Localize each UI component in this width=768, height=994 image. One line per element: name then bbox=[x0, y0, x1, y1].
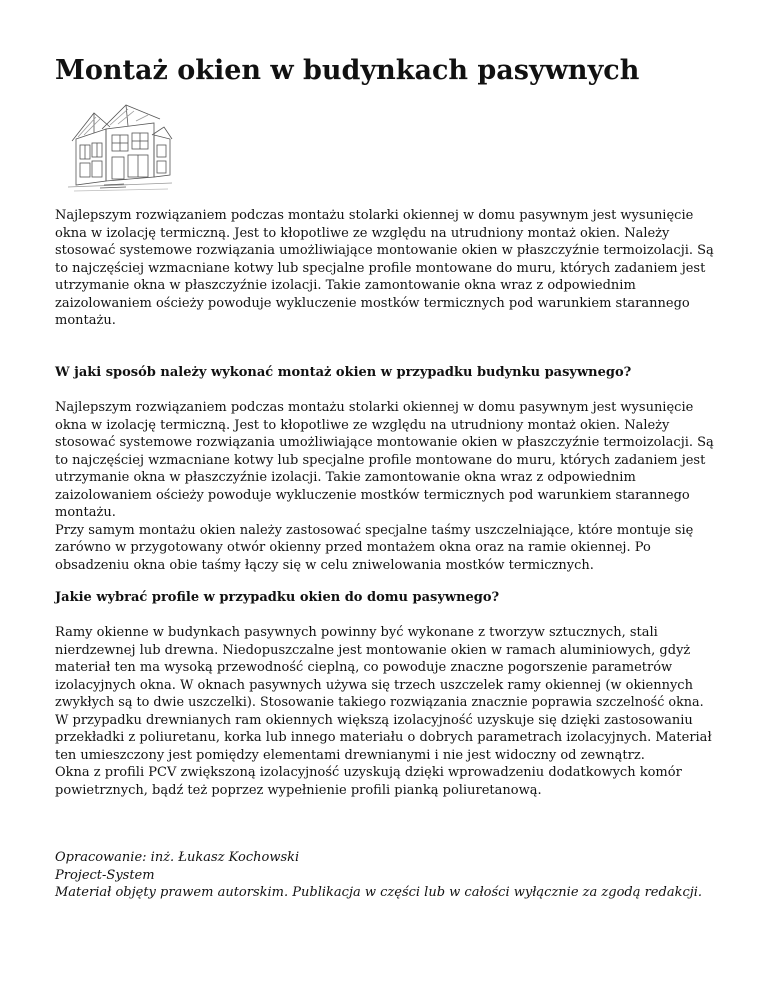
text-line: utrzymanie okna w płaszczyźnie izolacji. Takie zamontowanie okna wraz z odpowiednim bbox=[55, 470, 636, 485]
text-line: okna w izolację termiczną. Jest to kłopotliwe ze względu na utrudniony montaż okien. Należy bbox=[55, 417, 670, 433]
text-line: zarówno w przygotowany otwór okienny przed montażem okna oraz na ramie okiennej. Po bbox=[55, 540, 651, 555]
article-footer bbox=[55, 849, 702, 902]
text-line: Najlepszym rozwiązaniem podczas montażu stolarki okiennej w domu pasywnym jest wysunięcie bbox=[55, 208, 694, 223]
text-line: zaizolowaniem ościeży powoduje wykluczenie mostków termicznych pod warunkiem starannego bbox=[55, 295, 690, 311]
intro-paragraph bbox=[55, 207, 715, 330]
text-line: Ramy okienne w budynkach pasywnych powinny być wykonane z tworzyw sztucznych, stali bbox=[55, 625, 658, 640]
text-line: Przy samym montażu okien należy zastosować specjalne taśmy uszczelniające, które montuje się bbox=[55, 522, 694, 538]
author-credit: Opracowanie: inż. Łukasz Kochowski bbox=[55, 850, 300, 865]
text-line: to najczęściej wzmacniane kotwy lub specjalne profile montowane do muru, których zadaniem jest bbox=[55, 260, 706, 276]
text-line: stosować systemowe rozwiązania umożliwiające montowanie okien w płaszczyźnie termoizolacji. Są bbox=[55, 243, 714, 258]
section-heading-montaz: W jaki sposób należy wykonać montaż okien w przypadku budynku pasywnego? bbox=[55, 365, 632, 380]
text-line: materiał ten ma wysoką przewodność cieplną, co powoduje znaczne pogorszenie parametrów bbox=[55, 660, 673, 675]
text-line: nierdzewnej lub drewna. Niedopuszczalne jest montowanie okien w ramach aluminiowych, gdyż bbox=[55, 642, 691, 658]
text-line: okna w izolację termiczną. Jest to kłopotliwe ze względu na utrudniony montaż okien. Należy bbox=[55, 225, 670, 241]
text-line: powietrznych, bądź też poprzez wypełnienie profili pianką poliuretanową. bbox=[55, 782, 542, 798]
text-line: obsadzeniu okna obie taśmy łączy się w celu zniwelowania mostków termicznych. bbox=[55, 557, 594, 573]
text-line: Najlepszym rozwiązaniem podczas montażu stolarki okiennej w domu pasywnym jest wysunięcie bbox=[55, 400, 694, 415]
company-name: Project-System bbox=[55, 867, 155, 883]
text-line: montażu. bbox=[55, 505, 116, 520]
text-line: izolacyjnych okna. W oknach pasywnych używa się trzech uszczelek ramy okiennej (w okiennych bbox=[55, 677, 693, 693]
text-line: przekładki z poliuretanu, korka lub innego materiału o dobrych parametrach izolacyjnych. Materiał bbox=[55, 730, 712, 745]
text-line: Okna z profili PCV zwiększoną izolacyjność uzyskują dzięki wprowadzeniu dodatkowych komór bbox=[55, 765, 682, 780]
house-sketch-icon bbox=[64, 99, 176, 195]
copyright-notice: Materiał objęty prawem autorskim. Publikacja w części lub w całości wyłącznie za zgodą redakcji. bbox=[55, 885, 703, 900]
text-line: zwykłych są to dwie uszczelki). Stosowanie takiego rozwiązania znacznie poprawia szczelność okna. bbox=[55, 695, 704, 710]
text-line: W przypadku drewnianych ram okiennych większą izolacyjność uzyskuje się dzięki zastosowaniu bbox=[55, 712, 693, 728]
text-line: zaizolowaniem ościeży powoduje wykluczenie mostków termicznych pod warunkiem starannego bbox=[55, 487, 690, 503]
text-line: ten umieszczony jest pomiędzy elementami drewnianymi i nie jest widoczny od zewnątrz. bbox=[55, 747, 645, 763]
section-paragraph-profile bbox=[55, 624, 715, 799]
section-paragraph-montaz bbox=[55, 399, 715, 574]
section-heading-profile: Jakie wybrać profile w przypadku okien do domu pasywnego? bbox=[55, 590, 500, 605]
text-line: montażu. bbox=[55, 313, 116, 328]
page-title: Montaż okien w budynkach pasywnych bbox=[55, 55, 640, 86]
text-line: stosować systemowe rozwiązania umożliwiające montowanie okien w płaszczyźnie termoizolacji. Są bbox=[55, 435, 714, 450]
text-line: to najczęściej wzmacniane kotwy lub specjalne profile montowane do muru, których zadaniem jest bbox=[55, 452, 706, 468]
text-line: utrzymanie okna w płaszczyźnie izolacji. Takie zamontowanie okna wraz z odpowiednim bbox=[55, 278, 636, 293]
